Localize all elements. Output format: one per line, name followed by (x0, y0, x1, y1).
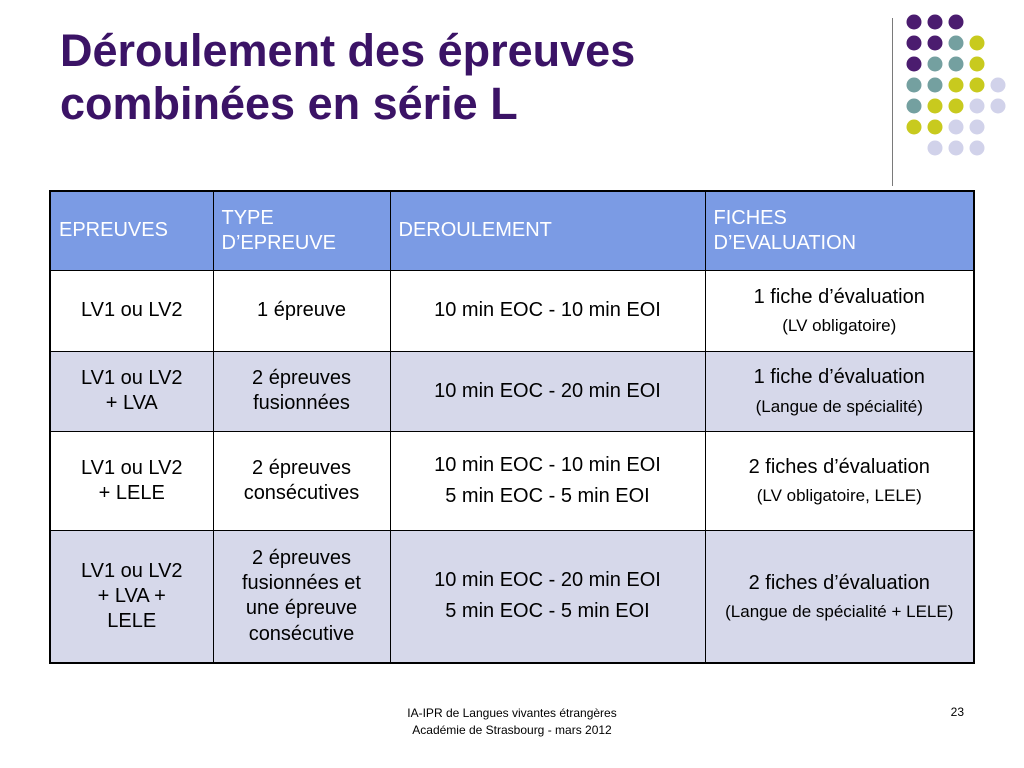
cell-fiches-evaluation (705, 351, 974, 432)
decorative-dot-grid (900, 12, 1020, 172)
fiches-count: 2 fiches d’évaluation (748, 571, 930, 594)
header-fiches-evaluation-line: FICHES (713, 206, 787, 229)
decorative-dot (970, 120, 985, 135)
fiches-note: (LV obligatoire, LELE) (756, 486, 922, 506)
cell-deroulement (390, 432, 705, 531)
cell-epreuves (50, 432, 213, 531)
header-epreuves-line: EPREUVES (59, 219, 168, 242)
epreuves-line: LV1 ou LV2 (80, 367, 183, 390)
evaluation-table (49, 190, 975, 664)
type-epreuve-line: consécutive (248, 622, 355, 645)
decorative-dot (928, 120, 943, 135)
footer-line-2: Académie de Strasbourg - mars 2012 (412, 723, 612, 737)
decorative-dot (907, 36, 922, 51)
type-epreuve-line: 2 épreuves (252, 546, 351, 569)
decorative-dot (907, 78, 922, 93)
title-divider-line (892, 18, 893, 186)
decorative-dot (970, 57, 985, 72)
decorative-dot (907, 120, 922, 135)
cell-type-epreuve (213, 530, 390, 663)
type-epreuve-line: 2 épreuves (252, 456, 351, 479)
decorative-dot (970, 78, 985, 93)
deroulement-line: 10 min EOC - 20 min EOI (434, 569, 661, 592)
type-epreuve-line: consécutives (243, 481, 360, 504)
slide-title-line-2: combinées en série L (60, 78, 518, 130)
decorative-dot (949, 15, 964, 30)
header-fiches-evaluation (705, 191, 974, 271)
decorative-dot (928, 36, 943, 51)
decorative-dot (949, 99, 964, 114)
deroulement-line: 10 min EOC - 20 min EOI (434, 379, 661, 402)
decorative-dot (949, 141, 964, 156)
decorative-dot (907, 99, 922, 114)
decorative-dot (928, 78, 943, 93)
deroulement-line: 5 min EOC - 5 min EOI (445, 600, 650, 623)
footer-text (352, 705, 672, 739)
slide-title (60, 24, 860, 130)
type-epreuve-line: 2 épreuves (252, 367, 351, 390)
type-epreuve-line: fusionnées (253, 392, 350, 415)
type-epreuve-line: 1 épreuve (257, 299, 346, 322)
epreuves-line: LV1 ou LV2 (80, 559, 183, 582)
fiches-note: (Langue de spécialité) (755, 396, 923, 416)
epreuves-line: + LELE (98, 481, 165, 504)
header-epreuves (50, 191, 213, 271)
table-row (50, 530, 974, 663)
type-epreuve-line: fusionnées et (242, 572, 361, 595)
decorative-dot (907, 15, 922, 30)
fiches-note: (Langue de spécialité + LELE) (725, 601, 954, 621)
epreuves-line: + LVA (105, 392, 158, 415)
cell-type-epreuve (213, 271, 390, 352)
table-row (50, 271, 974, 352)
fiches-note: (LV obligatoire) (782, 316, 897, 336)
deroulement-line: 10 min EOC - 10 min EOI (434, 453, 661, 476)
cell-type-epreuve (213, 432, 390, 531)
header-deroulement-line: DEROULEMENT (398, 219, 552, 242)
cell-fiches-evaluation (705, 432, 974, 531)
decorative-dot (949, 57, 964, 72)
decorative-dot (991, 78, 1006, 93)
cell-fiches-evaluation (705, 530, 974, 663)
table-header-row (50, 191, 974, 271)
decorative-dot (949, 36, 964, 51)
fiches-count: 1 fiche d’évaluation (753, 366, 925, 389)
decorative-dot (970, 99, 985, 114)
cell-epreuves (50, 530, 213, 663)
fiches-count: 2 fiches d’évaluation (748, 456, 930, 479)
cell-epreuves (50, 271, 213, 352)
cell-deroulement (390, 271, 705, 352)
decorative-dot (928, 57, 943, 72)
cell-epreuves (50, 351, 213, 432)
decorative-dot (991, 99, 1006, 114)
table-row (50, 351, 974, 432)
cell-fiches-evaluation (705, 271, 974, 352)
fiches-count: 1 fiche d’évaluation (753, 285, 925, 308)
type-epreuve-line: une épreuve (245, 597, 358, 620)
epreuves-line: LV1 ou LV2 (80, 456, 183, 479)
cell-type-epreuve (213, 351, 390, 432)
epreuves-line: LELE (107, 609, 157, 632)
header-fiches-evaluation-line: D’EVALUATION (713, 232, 857, 254)
cell-deroulement (390, 351, 705, 432)
slide-title-line-1: Déroulement des épreuves (60, 25, 636, 76)
header-type-epreuve-line: D’EPREUVE (221, 232, 336, 254)
deroulement-line: 10 min EOC - 10 min EOI (434, 299, 661, 322)
header-type-epreuve (213, 191, 390, 271)
decorative-dot (928, 15, 943, 30)
decorative-dot (970, 36, 985, 51)
decorative-dot (928, 99, 943, 114)
decorative-dot (949, 120, 964, 135)
decorative-dot (970, 141, 985, 156)
header-deroulement (390, 191, 705, 271)
slide-number: 23 (950, 705, 964, 719)
table-row (50, 432, 974, 531)
cell-deroulement (390, 530, 705, 663)
footer-line-1: IA-IPR de Langues vivantes étrangères (407, 706, 617, 720)
decorative-dot (928, 141, 943, 156)
epreuves-line: + LVA + (97, 584, 166, 607)
deroulement-line: 5 min EOC - 5 min EOI (445, 484, 650, 507)
decorative-dot (907, 57, 922, 72)
epreuves-line: LV1 ou LV2 (80, 299, 183, 322)
decorative-dot (949, 78, 964, 93)
header-type-epreuve-line: TYPE (221, 206, 274, 229)
